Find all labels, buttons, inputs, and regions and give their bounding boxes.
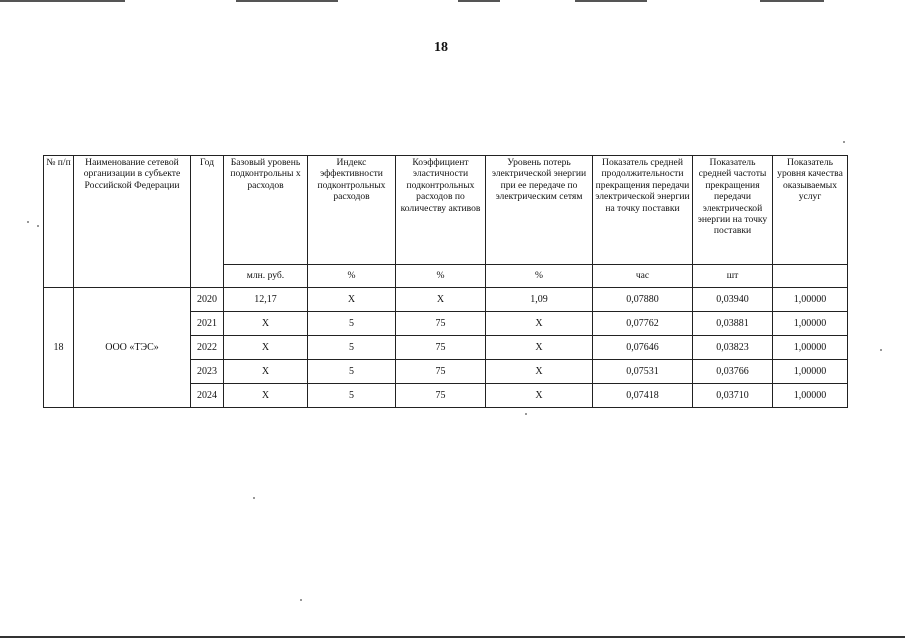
unit-elasticity-coefficient: % xyxy=(396,265,486,288)
row-number-cell: 18 xyxy=(44,288,74,408)
service-quality-cell: 1,00000 xyxy=(773,360,848,384)
year-cell: 2023 xyxy=(191,360,224,384)
tariff-table xyxy=(43,155,848,408)
efficiency-index-cell: 5 xyxy=(308,360,396,384)
scan-edge-top xyxy=(760,0,824,2)
scan-speck xyxy=(843,141,845,143)
unit-interruption-frequency: шт xyxy=(693,265,773,288)
interruption-frequency-cell: 0,03710 xyxy=(693,384,773,408)
scan-speck xyxy=(253,497,255,499)
scan-edge-top xyxy=(236,0,338,2)
elasticity-coefficient-cell: X xyxy=(396,288,486,312)
service-quality-cell: 1,00000 xyxy=(773,288,848,312)
unit-efficiency-index: % xyxy=(308,265,396,288)
scan-speck xyxy=(27,221,29,223)
header-year: Год xyxy=(191,156,224,288)
header-elasticity-coefficient: Коэффициент эластичности подконтрольных расходов по количеству активов xyxy=(396,156,486,265)
scan-edge-bottom xyxy=(0,636,905,638)
header-base-level: Базовый уровень подконтрольны х расходов xyxy=(224,156,308,265)
loss-level-cell: X xyxy=(486,360,593,384)
interruption-duration-cell: 0,07418 xyxy=(593,384,693,408)
scan-edge-top xyxy=(458,0,500,2)
unit-base-level: млн. руб. xyxy=(224,265,308,288)
base-level-cell: X xyxy=(224,312,308,336)
base-level-cell: X xyxy=(224,336,308,360)
header-interruption-duration: Показатель средней продолжительности прекращения передачи электрической энергии на точку поставки xyxy=(593,156,693,265)
table-header-row xyxy=(44,156,848,265)
header-loss-level: Уровень потерь электрической энергии при ее передаче по электрическим сетям xyxy=(486,156,593,265)
base-level-cell: 12,17 xyxy=(224,288,308,312)
scan-edge-top xyxy=(575,0,647,2)
service-quality-cell: 1,00000 xyxy=(773,384,848,408)
header-organization: Наименование сетевой организации в субъекте Российской Федерации xyxy=(74,156,191,288)
scan-speck xyxy=(300,599,302,601)
header-row-number: № п/п xyxy=(44,156,74,288)
header-efficiency-index: Индекс эффективности подконтрольных расходов xyxy=(308,156,396,265)
interruption-frequency-cell: 0,03823 xyxy=(693,336,773,360)
loss-level-cell: X xyxy=(486,312,593,336)
organization-cell: ООО «ТЭС» xyxy=(74,288,191,408)
table-row xyxy=(44,288,848,312)
base-level-cell: X xyxy=(224,360,308,384)
interruption-duration-cell: 0,07762 xyxy=(593,312,693,336)
efficiency-index-cell: 5 xyxy=(308,312,396,336)
efficiency-index-cell: 5 xyxy=(308,336,396,360)
interruption-frequency-cell: 0,03881 xyxy=(693,312,773,336)
unit-service-quality xyxy=(773,265,848,288)
unit-interruption-duration: час xyxy=(593,265,693,288)
service-quality-cell: 1,00000 xyxy=(773,312,848,336)
year-cell: 2024 xyxy=(191,384,224,408)
scan-speck xyxy=(880,349,882,351)
loss-level-cell: 1,09 xyxy=(486,288,593,312)
interruption-duration-cell: 0,07646 xyxy=(593,336,693,360)
year-cell: 2022 xyxy=(191,336,224,360)
efficiency-index-cell: X xyxy=(308,288,396,312)
scan-speck xyxy=(37,225,39,227)
year-cell: 2021 xyxy=(191,312,224,336)
base-level-cell: X xyxy=(224,384,308,408)
service-quality-cell: 1,00000 xyxy=(773,336,848,360)
header-service-quality: Показатель уровня качества оказываемых услуг xyxy=(773,156,848,265)
elasticity-coefficient-cell: 75 xyxy=(396,360,486,384)
interruption-duration-cell: 0,07531 xyxy=(593,360,693,384)
interruption-frequency-cell: 0,03766 xyxy=(693,360,773,384)
interruption-duration-cell: 0,07880 xyxy=(593,288,693,312)
elasticity-coefficient-cell: 75 xyxy=(396,384,486,408)
efficiency-index-cell: 5 xyxy=(308,384,396,408)
scan-edge-top xyxy=(0,0,125,2)
elasticity-coefficient-cell: 75 xyxy=(396,312,486,336)
header-interruption-frequency: Показатель средней частоты прекращения передачи электрической энергии на точку поставки xyxy=(693,156,773,265)
interruption-frequency-cell: 0,03940 xyxy=(693,288,773,312)
scan-speck xyxy=(525,413,527,415)
loss-level-cell: X xyxy=(486,336,593,360)
page-number: 18 xyxy=(434,40,448,55)
year-cell: 2020 xyxy=(191,288,224,312)
unit-loss-level: % xyxy=(486,265,593,288)
loss-level-cell: X xyxy=(486,384,593,408)
elasticity-coefficient-cell: 75 xyxy=(396,336,486,360)
